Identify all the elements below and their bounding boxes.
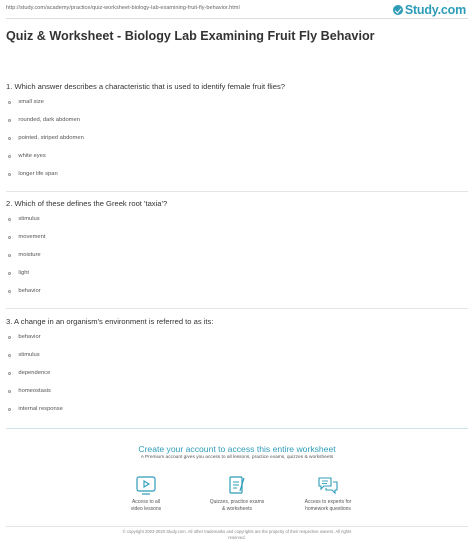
feature-video-lessons: [101, 474, 191, 513]
cta-subtitle: A Premium account gives you access to all lessons, practice exams, quizzes & worksheets: [140, 455, 334, 460]
copyright-text: © copyright 2003-2020 Study.com. All other trademarks and copyrights are the property of their respective owners. All rights: [122, 529, 352, 534]
radio-circle-icon[interactable]: [8, 101, 11, 104]
option-label: moisture: [18, 252, 41, 258]
radio-circle-icon[interactable]: [8, 155, 11, 158]
option[interactable]: [6, 334, 446, 352]
feature-line: Access to all: [131, 499, 161, 505]
radio-circle-icon[interactable]: [8, 119, 11, 122]
quiz-worksheet-icon: [225, 474, 249, 496]
feature-line: Quizzes, practice exams: [209, 499, 265, 505]
radio-circle-icon[interactable]: [8, 290, 11, 293]
copyright-text: reserved.: [228, 535, 246, 540]
radio-circle-icon[interactable]: [8, 336, 11, 339]
options-list: [6, 216, 446, 306]
page-url[interactable]: http://study.com/academy/practice/quiz-worksheet-biology-lab-examining-fruit-fly-behavior.html: [6, 5, 240, 11]
option[interactable]: [6, 288, 446, 306]
option-label: white eyes: [18, 153, 46, 159]
question-1: [6, 81, 446, 189]
option[interactable]: [6, 99, 446, 117]
title-divider: [6, 18, 468, 19]
question-divider: [6, 308, 468, 309]
question-text: 3. A change in an organism's environment is referred to as its:: [6, 317, 214, 326]
check-icon: [393, 5, 403, 15]
cta-title[interactable]: Create your account to access this entire worksheet: [138, 444, 336, 454]
feature-line: video lessons: [130, 506, 162, 512]
option[interactable]: [6, 117, 446, 135]
radio-circle-icon[interactable]: [8, 390, 11, 393]
cta-divider: [6, 428, 468, 429]
top-bar: [0, 0, 474, 18]
question-2: [6, 198, 446, 306]
radio-circle-icon[interactable]: [8, 354, 11, 357]
copyright-footer: [0, 529, 474, 541]
option-label: behavior: [18, 288, 41, 294]
option[interactable]: [6, 370, 446, 388]
option[interactable]: [6, 153, 446, 171]
option-label: behavior: [18, 334, 41, 340]
option-label: small size: [18, 99, 44, 105]
footer-divider: [6, 526, 468, 527]
option-label: longer life span: [18, 171, 58, 177]
option[interactable]: [6, 135, 446, 153]
option[interactable]: [6, 352, 446, 370]
option[interactable]: [6, 388, 446, 406]
question-text: 2. Which of these defines the Greek root 'taxia'?: [6, 199, 168, 208]
feature-line: & worksheets: [221, 506, 252, 512]
radio-circle-icon[interactable]: [8, 236, 11, 239]
option-label: movement: [18, 234, 46, 240]
option-label: pointed, striped abdomen: [18, 135, 84, 141]
page-title: Quiz & Worksheet - Biology Lab Examining Fruit Fly Behavior: [6, 29, 375, 43]
options-list: [6, 334, 446, 424]
option-label: stimulus: [18, 216, 40, 222]
radio-circle-icon[interactable]: [8, 173, 11, 176]
option-label: dependence: [18, 370, 51, 376]
question-3: [6, 316, 446, 424]
study-logo[interactable]: [393, 3, 466, 17]
option[interactable]: [6, 171, 446, 189]
feature-line: Access to experts for: [304, 499, 352, 505]
logo-text: Study.com: [404, 3, 466, 17]
radio-circle-icon[interactable]: [8, 218, 11, 221]
option[interactable]: [6, 406, 446, 424]
option-label: homeostasis: [18, 388, 51, 394]
option-label: stimulus: [18, 352, 40, 358]
option[interactable]: [6, 216, 446, 234]
option-label: internal response: [18, 406, 63, 412]
radio-circle-icon[interactable]: [8, 372, 11, 375]
feature-quizzes: [192, 474, 282, 513]
feature-experts: [283, 474, 373, 513]
option[interactable]: [6, 270, 446, 288]
option-label: rounded, dark abdomen: [18, 117, 80, 123]
radio-circle-icon[interactable]: [8, 272, 11, 275]
expert-chat-icon: [316, 474, 340, 496]
option[interactable]: [6, 252, 446, 270]
question-divider: [6, 191, 468, 192]
radio-circle-icon[interactable]: [8, 137, 11, 140]
radio-circle-icon[interactable]: [8, 408, 11, 411]
options-list: [6, 99, 446, 189]
video-lesson-icon: [134, 474, 158, 496]
feature-line: homework questions: [305, 506, 351, 512]
question-text: 1. Which answer describes a characteristic that is used to identify female fruit flies?: [6, 82, 285, 91]
radio-circle-icon[interactable]: [8, 254, 11, 257]
option-label: light: [18, 270, 30, 276]
option[interactable]: [6, 234, 446, 252]
